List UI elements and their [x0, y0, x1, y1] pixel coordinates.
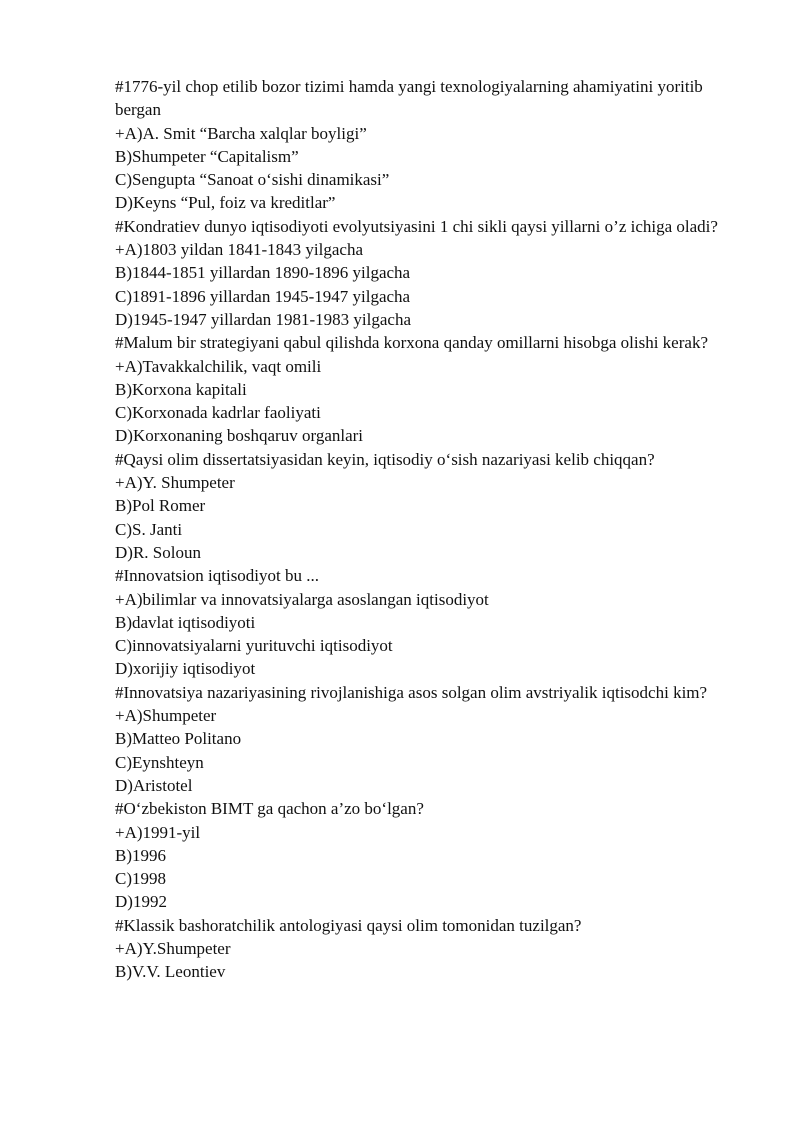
document-page [115, 75, 740, 984]
answer-option: D)1945-1947 yillardan 1981-1983 yilgacha [115, 309, 412, 329]
question-text: #Qaysi olim dissertatsiyasidan keyin, iqtisodiy o‘sish nazariyasi kelib chiqqan? [115, 449, 655, 469]
question-block [115, 75, 740, 215]
question-block [115, 681, 740, 797]
question-block [115, 914, 740, 984]
answer-option: +A)Tavakkalchilik, vaqt omili [115, 356, 322, 376]
answer-option: C)Eynshteyn [115, 752, 204, 772]
answer-option: B)V.V. Leontiev [115, 962, 226, 982]
question-text: #Malum bir strategiyani qabul qilishda korxona qanday omillarni hisobga olishi kerak? [115, 333, 708, 353]
question-text: #Innovatsiya nazariyasining rivojlanishiga asos solgan olim avstriyalik iqtisodchi kim? [115, 682, 708, 702]
question-block [115, 797, 740, 913]
answer-option: D)Aristotel [115, 775, 193, 795]
question-block [115, 215, 740, 331]
question-text: #Innovatsion iqtisodiyot bu ... [115, 566, 319, 586]
answer-option: B)Pol Romer [115, 496, 206, 516]
answer-option: D)Keyns “Pul, foiz va kreditlar” [115, 193, 336, 213]
answer-option: +A)Shumpeter [115, 706, 217, 726]
answer-option: B)Matteo Politano [115, 729, 242, 749]
answer-option: B)1844-1851 yillardan 1890-1896 yilgacha [115, 263, 411, 283]
answer-option: C)Korxonada kadrlar faoliyati [115, 403, 321, 423]
question-block [115, 564, 740, 680]
answer-option: B)Shumpeter “Capitalism” [115, 146, 299, 166]
answer-option: B)davlat iqtisodiyoti [115, 612, 256, 632]
answer-option: B)Korxona kapitali [115, 379, 247, 399]
question-text: #1776-yil chop etilib bozor tizimi hamda yangi texnologiyalarning ahamiyatini yoritib bergan [115, 77, 703, 120]
answer-option: C)S. Janti [115, 519, 183, 539]
answer-option: D)xorijiy iqtisodiyot [115, 659, 256, 679]
answer-option: D)Korxonaning boshqaruv organlari [115, 426, 364, 446]
answer-option: C)Sengupta “Sanoat o‘sishi dinamikasi” [115, 170, 390, 190]
answer-option: C)innovatsiyalarni yurituvchi iqtisodiyot [115, 636, 393, 656]
answer-option: +A)Y.Shumpeter [115, 938, 231, 958]
answer-option: +A)Y. Shumpeter [115, 473, 235, 493]
answer-option: +A)1991-yil [115, 822, 201, 842]
question-text: #Klassik bashoratchilik antologiyasi qaysi olim tomonidan tuzilgan? [115, 915, 582, 935]
question-text: #Kondratiev dunyo iqtisodiyoti evolyutsiyasini 1 chi sikli qaysi yillarni o’z ichiga oladi? [115, 216, 718, 236]
answer-option: C)1998 [115, 869, 166, 889]
answer-option: +A)bilimlar va innovatsiyalarga asoslangan iqtisodiyot [115, 589, 489, 609]
answer-option: B)1996 [115, 845, 166, 865]
answer-option: +A)A. Smit “Barcha xalqlar boyligi” [115, 123, 367, 143]
question-text: #O‘zbekiston BIMT ga qachon a’zo bo‘lgan? [115, 799, 424, 819]
answer-option: C)1891-1896 yillardan 1945-1947 yilgacha [115, 286, 411, 306]
answer-option: +A)1803 yildan 1841-1843 yilgacha [115, 240, 364, 260]
answer-option: D)R. Soloun [115, 542, 201, 562]
answer-option: D)1992 [115, 892, 167, 912]
question-block [115, 448, 740, 564]
question-block [115, 331, 740, 447]
